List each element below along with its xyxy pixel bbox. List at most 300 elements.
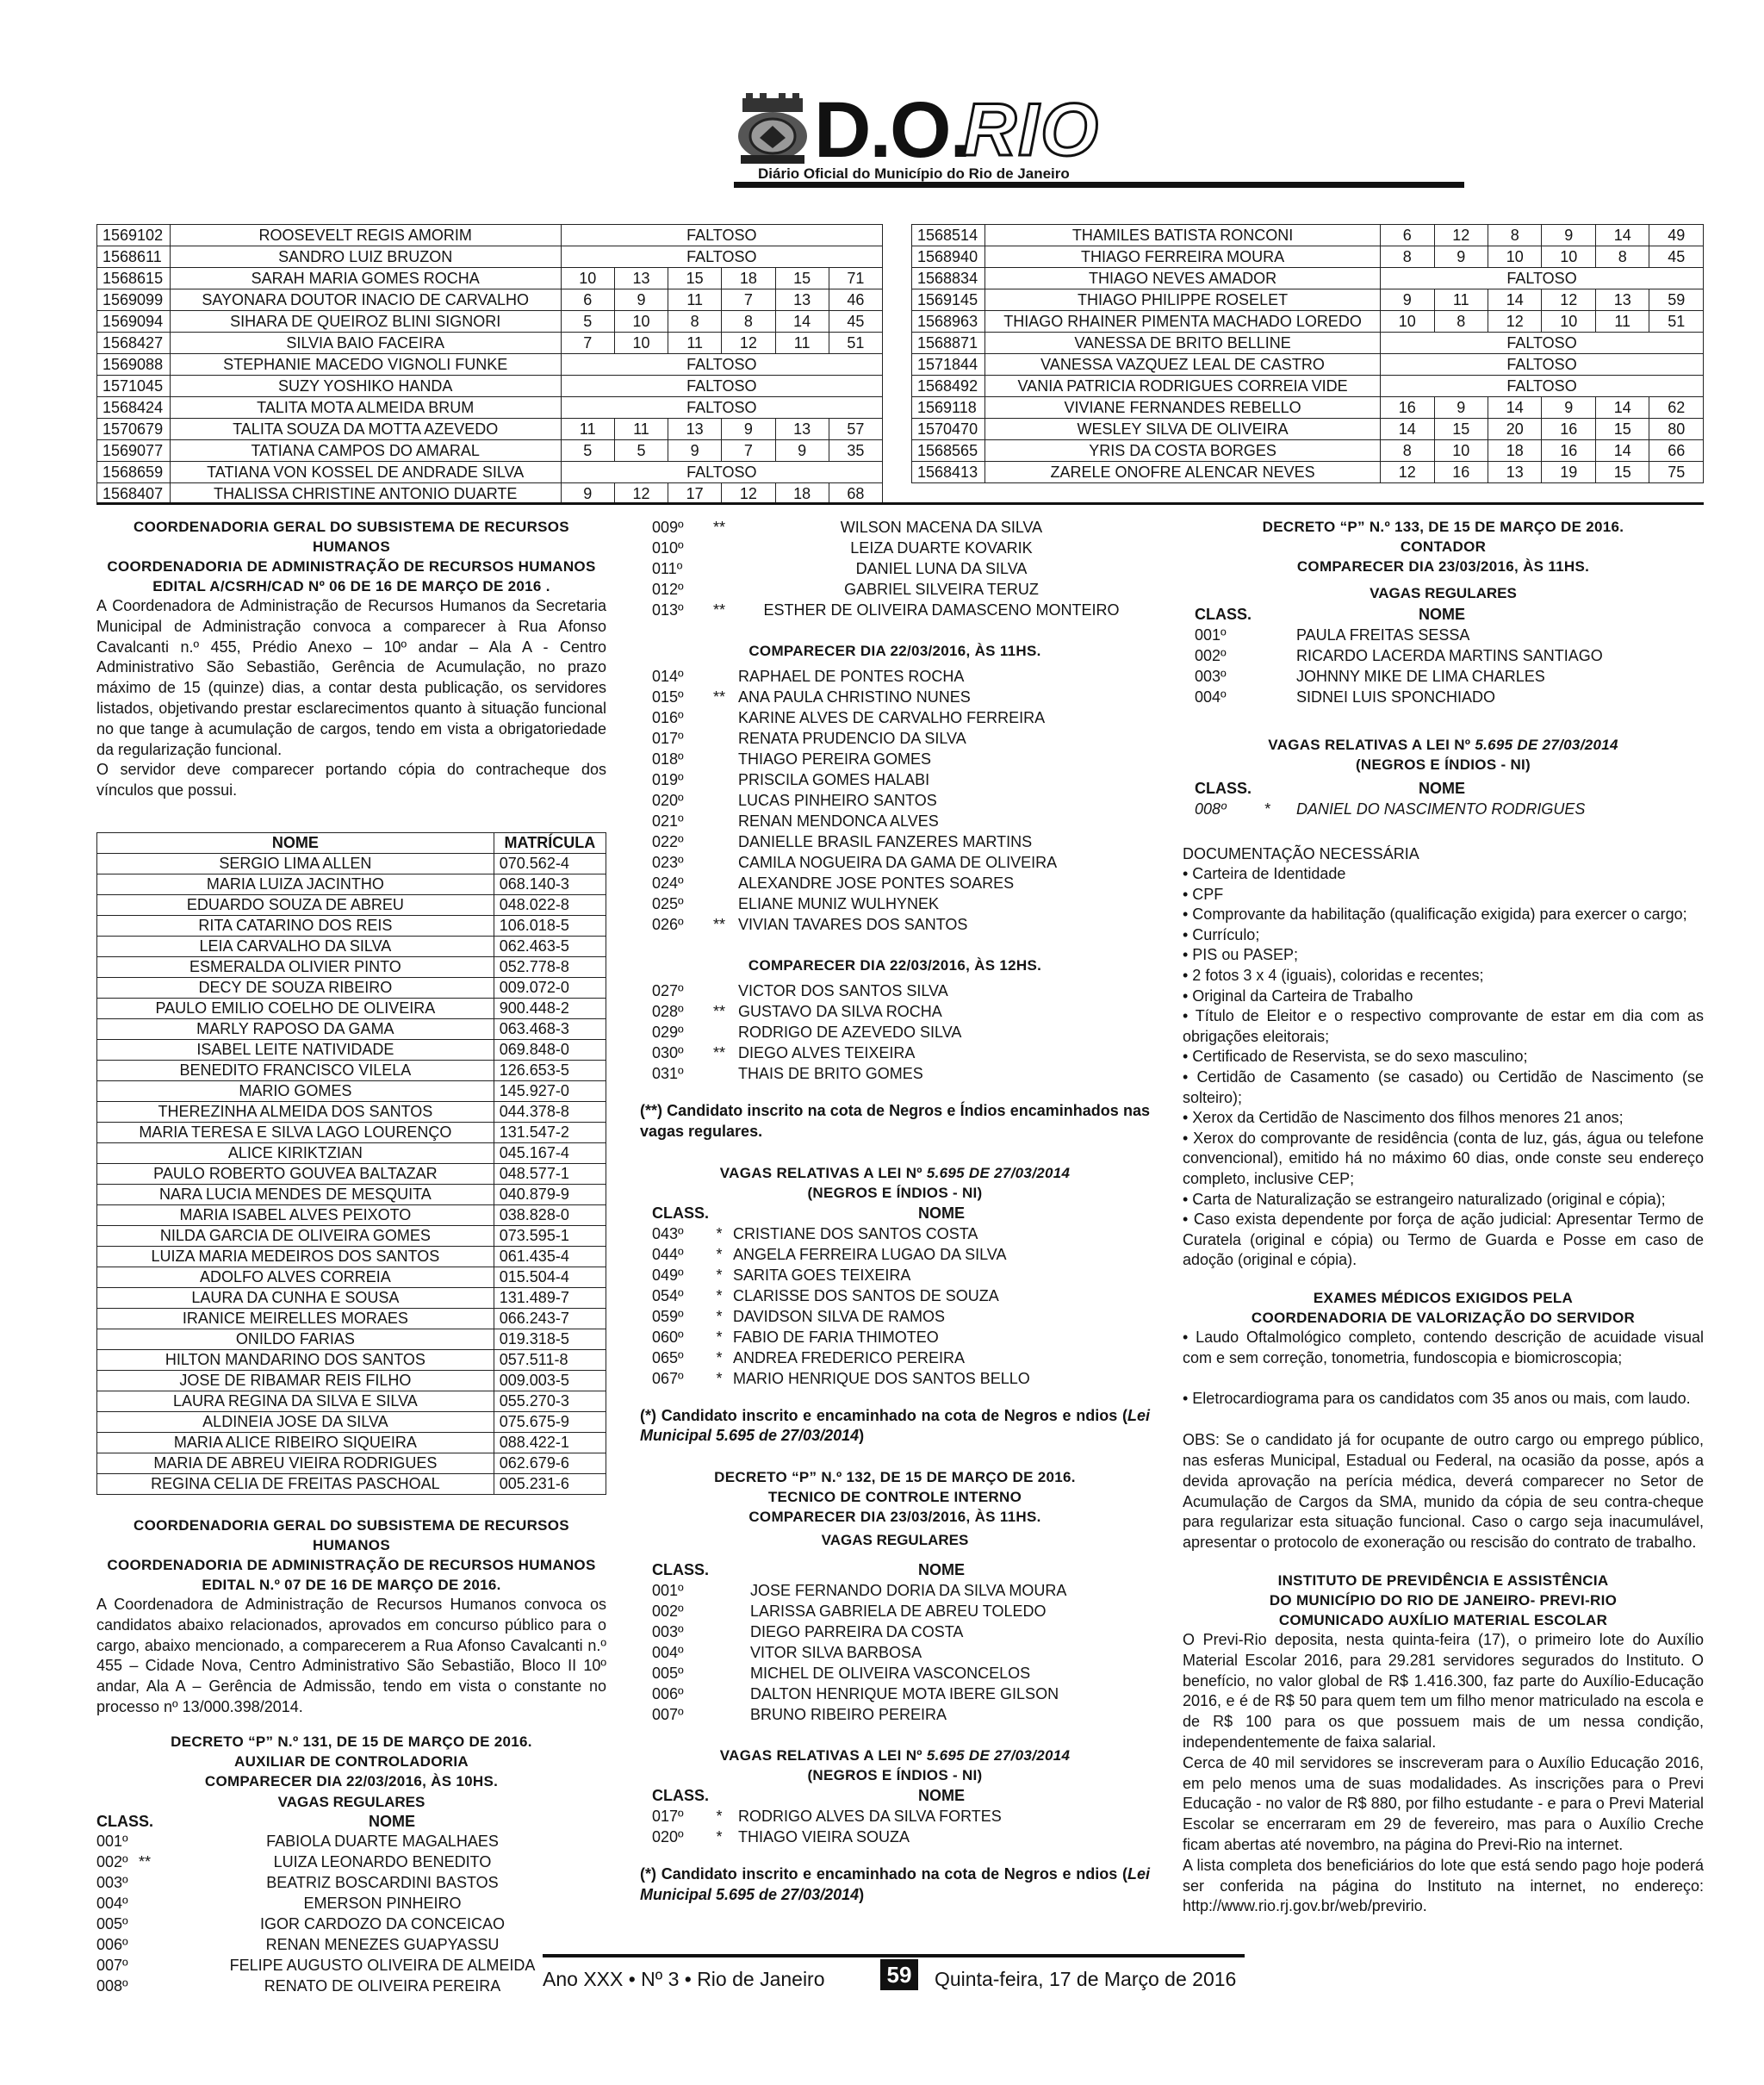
quota-mark: [705, 1684, 733, 1704]
score-cell: 11: [668, 333, 722, 354]
table-row: [97, 915, 606, 936]
candidate-name: THIAGO PEREIRA GOMES: [738, 750, 932, 768]
candidate-list: [640, 980, 1150, 1084]
table-row: [97, 1080, 606, 1101]
candidate-name: RODRIGO ALVES DA SILVA FORTES: [738, 1808, 1002, 1826]
candidate-list: [640, 666, 1150, 935]
quota-mark: *: [716, 1348, 723, 1366]
candidate-name: DANIELLE BRASIL FANZERES MARTINS: [738, 833, 1033, 850]
registration-number: 1571844: [912, 354, 985, 376]
registration-number: 1568514: [912, 225, 985, 246]
score-cell: 13: [1595, 289, 1649, 311]
document-item: • Xerox da Certidão de Nascimento dos filhos menores 21 anos;: [1183, 1109, 1624, 1127]
registration-number: 1569145: [912, 289, 985, 311]
heading: COORDENADORIA GERAL DO SUBSISTEMA DE RECURSOS HUMANOS COORDENADORIA DE ADMINISTRAÇÃO DE RECURSOS HUMANOS EDITAL N.º 07 DE 16 DE MARÇO DE 2016.: [107, 1516, 596, 1593]
score-cell: 18: [1488, 440, 1542, 462]
employee-name: HILTON MANDARINO DOS SANTOS: [97, 1349, 494, 1370]
class-position: 006º: [652, 1685, 684, 1703]
class-position: 004º: [1195, 688, 1227, 706]
employee-registration: 057.511-8: [494, 1349, 606, 1370]
class-position: 003º: [96, 1873, 128, 1891]
class-position: 020º: [652, 1828, 684, 1846]
score-cell: 11: [775, 333, 829, 354]
employee-name: MARIA ALICE RIBEIRO SIQUEIRA: [97, 1432, 494, 1453]
employee-registration: 073.595-1: [494, 1225, 606, 1246]
employee-registration: 009.003-5: [494, 1370, 606, 1391]
table-row: [97, 998, 606, 1018]
score-cell: 17: [668, 483, 722, 505]
employee-registration: 131.547-2: [494, 1122, 606, 1142]
score-cell: 10: [1381, 311, 1434, 333]
table-row: [97, 1391, 606, 1411]
quota-mark: [131, 1934, 158, 1955]
list-item: [640, 517, 1150, 538]
heading: COMPARECER DIA 22/03/2016, ÀS 12HS.: [748, 957, 1042, 974]
employee-registration: 052.778-8: [494, 956, 606, 977]
score-cell: 16: [1542, 419, 1595, 440]
candidate-name: ANGELA FERREIRA LUGAO DA SILVA: [733, 1245, 1007, 1263]
quota-mark: **: [712, 601, 725, 619]
class-position: 007º: [96, 1956, 128, 1974]
employee-name: LUIZA MARIA MEDEIROS DOS SANTOS: [97, 1246, 494, 1267]
candidate-name: ELIANE MUNIZ WULHYNEK: [738, 895, 940, 912]
score-cell: 14: [1595, 225, 1649, 246]
score-cell: 14: [1381, 419, 1434, 440]
score-cell: 13: [775, 289, 829, 311]
paragraph: A Coordenadora de Administração de Recursos Humanos da Secretaria Municipal de Administração convoca a comparecer à Rua Afonso Cavalcanti n.º 455, Prédio Anexo – 10º andar – Ala A - Centro Administrativo São Sebastião, Gerência de Acumulação, no prazo máximo de 15 (quinze) dias, a contar desta publicação, os servidores listados, objetivando prestar esclarecimentos quanto à situação funcional no que tange à acumulação de cargos, tendo em vista a obrigatoriedade da regularização funcional.: [96, 597, 606, 758]
candidate-name: ANDREA FREDERICO PEREIRA: [733, 1348, 966, 1366]
list-item: [640, 1347, 1150, 1368]
score-cell: 80: [1649, 419, 1704, 440]
candidate-name: LUCAS PINHEIRO SANTOS: [738, 792, 937, 809]
table-row: [97, 1122, 606, 1142]
score-cell: 9: [561, 483, 614, 505]
candidate-name: VANESSA DE BRITO BELLINE: [985, 333, 1381, 354]
score-cell: 12: [722, 483, 775, 505]
table-row: [97, 1432, 606, 1453]
class-position: 017º: [652, 1808, 684, 1826]
employee-registration: 088.422-1: [494, 1432, 606, 1453]
list-item: [640, 558, 1150, 579]
document-item: • Certidão de Casamento (se casado) ou Certidão de Nascimento (se solteiro);: [1183, 1067, 1704, 1106]
employee-registration: 038.828-0: [494, 1204, 606, 1225]
candidate-name: TATIANA VON KOSSEL DE ANDRADE SILVA: [170, 462, 561, 483]
candidate-name: BEATRIZ BOSCARDINI BASTOS: [266, 1873, 499, 1891]
score-cell: 9: [722, 419, 775, 440]
documents-title: DOCUMENTAÇÃO NECESSÁRIA: [1183, 845, 1419, 862]
quota-mark: [705, 1580, 733, 1601]
score-cell: 35: [829, 440, 882, 462]
masthead-brand: D.O.: [814, 86, 971, 174]
list-item: [640, 1601, 1150, 1621]
candidate-name: VIVIAN TAVARES DOS SANTOS: [738, 916, 968, 933]
score-cell: 7: [722, 440, 775, 462]
candidate-name: LEIZA DUARTE KOVARIK: [850, 539, 1033, 557]
list-item: [640, 1285, 1150, 1306]
footnote: (*) Candidato inscrito e encaminhado na cota de Negros e ndios (Lei Municipal 5.695 de 27/03/2014): [640, 1865, 1150, 1903]
class-position: 002º: [652, 1603, 684, 1621]
document-item: • Título de Eleitor e o respectivo comprovante de estar em dia com as obrigações eleitorais;: [1183, 1007, 1704, 1045]
registration-number: 1568871: [912, 333, 985, 354]
result-row: [912, 376, 1704, 397]
candidate-name: LUIZA LEONARDO BENEDITO: [273, 1852, 492, 1870]
list-item: [640, 666, 1150, 687]
quota-mark: [705, 1663, 733, 1684]
employee-registration: 900.448-2: [494, 998, 606, 1018]
list-item: [640, 914, 1150, 935]
quota-mark: [705, 666, 733, 687]
candidate-name: ALEXANDRE JOSE PONTES SOARES: [738, 874, 1015, 892]
absent-status: FALTOSO: [1381, 376, 1704, 397]
quota-mark: [705, 1601, 733, 1621]
class-position: 001º: [96, 1832, 128, 1850]
quota-mark: [131, 1893, 158, 1914]
footer-edition: Ano XXX • Nº 3 • Rio de Janeiro: [543, 1968, 825, 1990]
registration-number: 1569088: [97, 354, 171, 376]
employee-name: DECY DE SOUZA RIBEIRO: [97, 977, 494, 998]
result-row: [97, 483, 883, 505]
list-item: [1183, 645, 1704, 666]
employee-name: JOSE DE RIBAMAR REIS FILHO: [97, 1370, 494, 1391]
masthead-subtitle: Diário Oficial do Município do Rio de Janeiro: [758, 165, 1070, 182]
candidate-name: RENAN MENEZES GUAPYASSU: [265, 1935, 500, 1953]
candidate-name: RAPHAEL DE PONTES ROCHA: [738, 668, 965, 685]
employee-name: MARIA DE ABREU VIEIRA RODRIGUES: [97, 1453, 494, 1473]
registration-number: 1569102: [97, 225, 171, 246]
registration-number: 1568424: [97, 397, 171, 419]
candidate-name: ZARELE ONOFRE ALENCAR NEVES: [985, 462, 1381, 483]
employee-registration: 145.927-0: [494, 1080, 606, 1101]
candidate-name: CAMILA NOGUEIRA DA GAMA DE OLIVEIRA: [738, 854, 1058, 871]
heading: COMPARECER DIA 22/03/2016, ÀS 11HS.: [748, 643, 1041, 659]
employee-name: ISABEL LEITE NATIVIDADE: [97, 1039, 494, 1060]
employee-name: MARIA LUIZA JACINTHO: [97, 874, 494, 894]
absent-status: FALTOSO: [561, 376, 882, 397]
score-cell: 9: [1434, 246, 1488, 268]
score-cell: 7: [561, 333, 614, 354]
heading: EXAMES MÉDICOS EXIGIDOS PELA COORDENADORIA DE VALORIZAÇÃO DO SERVIDOR: [1251, 1289, 1636, 1326]
score-cell: 18: [775, 483, 829, 505]
quota-mark: [705, 852, 733, 873]
score-cell: 57: [829, 419, 882, 440]
quota-mark: [705, 873, 733, 893]
quota-mark: [705, 811, 733, 831]
employee-registration: 048.022-8: [494, 894, 606, 915]
quota-mark: [705, 707, 733, 728]
employee-name: THEREZINHA ALMEIDA DOS SANTOS: [97, 1101, 494, 1122]
score-cell: 5: [561, 440, 614, 462]
score-cell: 10: [614, 333, 668, 354]
employee-registration: 009.072-0: [494, 977, 606, 998]
list-item: [640, 687, 1150, 707]
list-item: [640, 893, 1150, 914]
score-cell: 20: [1488, 419, 1542, 440]
class-position: 003º: [652, 1623, 684, 1641]
candidate-name: DIEGO PARREIRA DA COSTA: [750, 1623, 964, 1641]
candidate-name: THAMILES BATISTA RONCONI: [985, 225, 1381, 246]
score-cell: 19: [1542, 462, 1595, 483]
absent-status: FALTOSO: [561, 246, 882, 268]
score-cell: 14: [1595, 397, 1649, 419]
list-item: [640, 873, 1150, 893]
candidate-name: PRISCILA GOMES HALABI: [738, 771, 930, 788]
score-cell: 9: [1381, 289, 1434, 311]
heading: VAGAS RELATIVAS A LEI Nº 5.695 DE 27/03/2014 (NEGROS E ÍNDIOS - NI): [719, 1164, 1071, 1201]
candidate-name: SARITA GOES TEIXEIRA: [733, 1266, 911, 1284]
quota-mark: *: [716, 1307, 723, 1325]
class-position: 060º: [652, 1328, 684, 1346]
heading: INSTITUTO DE PREVIDÊNCIA E ASSISTÊNCIA DO MUNICÍPIO DO RIO DE JANEIRO- PREVI-RIO COMUNICADO AUXÍLIO MATERIAL ESCOLAR: [1269, 1572, 1618, 1629]
class-position: 059º: [652, 1307, 684, 1325]
candidate-name: THIAGO NEVES AMADOR: [985, 268, 1381, 289]
candidate-name: WESLEY SILVA DE OLIVEIRA: [985, 419, 1381, 440]
candidate-name: RICARDO LACERDA MARTINS SANTIAGO: [1296, 647, 1603, 664]
score-cell: 12: [1381, 462, 1434, 483]
document-item: • Xerox do comprovante de residência (conta de luz, gás, água ou telefone convencional), emitido há no máximo 60 dias, onde conste seu endereço completo, inclusive CEP;: [1183, 1129, 1704, 1187]
paragraph: OBS: Se o candidato já for ocupante de outro cargo ou emprego público, nas esferas Municipal, Estadual ou Federal, na ocasião da posse, após a devida aprovação na perícia médica, deverá comparecer no Setor de Acumulação de Cargos da SMA, munido da cópia de seu contra-cheque para regularizar esta situação funcional. Caso o cargo seja inacumulável, apresentar o protocolo de exoneração ou rescisão do contrato de trabalho.: [1183, 1431, 1704, 1552]
footnote: (**) Candidato inscrito na cota de Negros e Índios encaminhados nas vagas regulares.: [640, 1102, 1150, 1140]
class-position: 008º: [1195, 800, 1227, 818]
score-cell: 16: [1381, 397, 1434, 419]
list-item: [640, 1704, 1150, 1725]
candidate-name: VICTOR DOS SANTOS SILVA: [738, 982, 948, 999]
candidate-name: MARIO HENRIQUE DOS SANTOS BELLO: [733, 1369, 1030, 1387]
class-position: 054º: [652, 1286, 684, 1304]
quota-mark: [705, 893, 733, 914]
employee-registration: 106.018-5: [494, 915, 606, 936]
list-item: [640, 790, 1150, 811]
employee-name: SERGIO LIMA ALLEN: [97, 853, 494, 874]
candidate-name: THIAGO RHAINER PIMENTA MACHADO LOREDO: [985, 311, 1381, 333]
class-position: 002º: [1195, 647, 1227, 664]
registration-number: 1570470: [912, 419, 985, 440]
score-cell: 16: [1434, 462, 1488, 483]
class-position: 019º: [652, 771, 684, 788]
result-row: [912, 419, 1704, 440]
absent-status: FALTOSO: [561, 462, 882, 483]
table-row: [97, 1018, 606, 1039]
score-cell: 8: [668, 311, 722, 333]
quota-mark: [131, 1914, 158, 1934]
list-item: [640, 1327, 1150, 1347]
document-item: • PIS ou PASEP;: [1183, 946, 1299, 964]
masthead: [0, 0, 1764, 190]
quota-mark: [131, 1872, 158, 1893]
candidate-name: VANESSA VAZQUEZ LEAL DE CASTRO: [985, 354, 1381, 376]
quota-mark: *: [716, 1328, 723, 1346]
registration-number: 1570679: [97, 419, 171, 440]
class-position: 010º: [652, 539, 684, 557]
class-position: 008º: [96, 1976, 128, 1995]
list-item: [96, 1852, 606, 1872]
list-item: [640, 1244, 1150, 1265]
list-item: [640, 1806, 1150, 1827]
candidate-name: RENATO DE OLIVEIRA PEREIRA: [264, 1976, 501, 1995]
score-cell: 12: [1488, 311, 1542, 333]
heading: DECRETO “P” N.º 132, DE 15 DE MARÇO DE 2016. TECNICO DE CONTROLE INTERNO COMPARECER DIA 23/03/2016, ÀS 11HS.: [714, 1469, 1076, 1526]
page-number: 59: [880, 1959, 918, 1990]
quota-mark: [1253, 666, 1281, 687]
list-item: [640, 600, 1150, 620]
paragraph: O Previ-Rio deposita, nesta quinta-feira (17), o primeiro lote do Auxílio Material Escolar 2016, para 29.281 servidores segurados do Instituto. O benefício, no valor global de R$ 1.416.300, faz parte do Auxílio-Educação 2016, e é de R$ 50 para quem tem um filho menor matriculado na escola e de R$ 100 para os que possuem mais de um nessa condição, independentemente de faixa salarial.: [1183, 1631, 1704, 1752]
result-row: [97, 419, 883, 440]
absent-status: FALTOSO: [1381, 354, 1704, 376]
registration-number: 1568659: [97, 462, 171, 483]
results-table-left: [96, 224, 883, 505]
table-row: [97, 853, 606, 874]
score-cell: 5: [561, 311, 614, 333]
quota-mark: [705, 558, 733, 579]
quota-mark: [705, 1642, 733, 1663]
candidate-name: PAULA FREITAS SESSA: [1296, 626, 1470, 644]
heading: DECRETO “P” N.º 131, DE 15 DE MARÇO DE 2016. AUXILIAR DE CONTROLADORIA COMPARECER DIA 22/03/2016, ÀS 10HS.: [171, 1733, 532, 1789]
result-row: [97, 462, 883, 483]
score-cell: 9: [1542, 397, 1595, 419]
footer-date: Quinta-feira, 17 de Março de 2016: [935, 1968, 1237, 1990]
candidate-name: BRUNO RIBEIRO PEREIRA: [750, 1706, 947, 1724]
list-item: [640, 1001, 1150, 1022]
class-position: 004º: [96, 1894, 128, 1912]
candidate-name: SARAH MARIA GOMES ROCHA: [170, 268, 561, 289]
class-position: 001º: [652, 1582, 684, 1600]
class-position: 022º: [652, 833, 684, 850]
masthead-rio: RIO: [963, 89, 1100, 171]
score-cell: 8: [1488, 225, 1542, 246]
candidate-name: GUSTAVO DA SILVA ROCHA: [738, 1003, 942, 1020]
class-position: 014º: [652, 668, 684, 685]
list-item: [640, 1621, 1150, 1642]
list-item: [640, 1368, 1150, 1389]
document-item: • Certificado de Reservista, se do sexo masculino;: [1183, 1048, 1528, 1066]
score-cell: 15: [1595, 462, 1649, 483]
candidate-list: CLASS. NOME 017º * RODRIGO ALVES DA SILVA FORTES 020º * THIAGO VIEIRA SOUZA: [640, 1785, 1150, 1847]
quota-mark: *: [716, 1286, 723, 1304]
absent-status: FALTOSO: [561, 397, 882, 419]
score-cell: 62: [1649, 397, 1704, 419]
employee-registration: 062.463-5: [494, 936, 606, 956]
class-position: 011º: [652, 560, 683, 577]
list-item: [640, 852, 1150, 873]
employee-name: LEIA CARVALHO DA SILVA: [97, 936, 494, 956]
employee-name: LAURA REGINA DA SILVA E SILVA: [97, 1391, 494, 1411]
result-row: [97, 268, 883, 289]
employee-name: ONILDO FARIAS: [97, 1329, 494, 1349]
candidate-name: THALISSA CHRISTINE ANTONIO DUARTE: [170, 483, 561, 505]
score-cell: 12: [614, 483, 668, 505]
candidate-name: THIAGO PHILIPPE ROSELET: [985, 289, 1381, 311]
employee-registration: 068.140-3: [494, 874, 606, 894]
result-row: [912, 440, 1704, 462]
score-cell: 10: [1542, 246, 1595, 268]
candidate-name: KARINE ALVES DE CARVALHO FERREIRA: [738, 709, 1046, 726]
city-coat-of-arms-icon: [734, 93, 811, 165]
registration-number: 1569099: [97, 289, 171, 311]
table-row: [97, 1246, 606, 1267]
score-cell: 15: [1434, 419, 1488, 440]
class-position: 044º: [652, 1245, 684, 1263]
employee-registration: 131.489-7: [494, 1287, 606, 1308]
list-item: [640, 1306, 1150, 1327]
score-cell: 12: [1542, 289, 1595, 311]
employee-registration: 045.167-4: [494, 1142, 606, 1163]
candidate-name: DANIEL LUNA DA SILVA: [855, 560, 1028, 577]
quota-mark: *: [716, 1369, 723, 1387]
score-cell: 75: [1649, 462, 1704, 483]
employee-registration: 070.562-4: [494, 853, 606, 874]
list-item: [1183, 625, 1704, 645]
employee-name: ADOLFO ALVES CORREIA: [97, 1267, 494, 1287]
employee-registration: 048.577-1: [494, 1163, 606, 1184]
paragraph: • Eletrocardiograma para os candidatos com 35 anos ou mais, com laudo.: [1183, 1390, 1691, 1408]
table-row: [97, 894, 606, 915]
score-cell: 13: [775, 419, 829, 440]
candidate-name: JOSE FERNANDO DORIA DA SILVA MOURA: [750, 1582, 1067, 1600]
employee-name: MARIO GOMES: [97, 1080, 494, 1101]
quota-mark: **: [712, 1003, 725, 1020]
candidate-name: DAVIDSON SILVA DE RAMOS: [733, 1307, 946, 1325]
score-cell: 10: [614, 311, 668, 333]
candidate-name: STEPHANIE MACEDO VIGNOLI FUNKE: [170, 354, 561, 376]
quota-mark: [131, 1976, 158, 1996]
registration-number: 1568427: [97, 333, 171, 354]
absent-status: FALTOSO: [1381, 333, 1704, 354]
list-item: [96, 1914, 606, 1934]
class-position: 009º: [652, 519, 684, 536]
list-item: [640, 579, 1150, 600]
section-divider: [96, 502, 1704, 505]
score-cell: 5: [614, 440, 668, 462]
candidate-name: TALITA SOUZA DA MOTTA AZEVEDO: [170, 419, 561, 440]
candidate-name: RENATA PRUDENCIO DA SILVA: [738, 730, 966, 747]
employee-registration: 044.378-8: [494, 1101, 606, 1122]
class-position: 023º: [652, 854, 684, 871]
employee-name: RITA CATARINO DOS REIS: [97, 915, 494, 936]
score-cell: 14: [1488, 289, 1542, 311]
score-cell: 14: [775, 311, 829, 333]
candidate-name: RENAN MENDONCA ALVES: [738, 812, 939, 830]
names-table: NOME MATRÍCULA SERGIO LIMA ALLEN 070.562-4 MARIA LUIZA JACINTHO 068.140-3 EDUARDO SOUZA DE ABREU 048.022-8 RITA CATARINO DOS REIS 106.018-5 LEIA CARVALHO DA SILVA 062.463-5 ESMERALDA OLIVIER PINTO 052.778-8 DECY DE SOUZA RIBEIRO 009.072-0 PAULO EMILIO COELHO DE OLIVEIRA 900.448-2 MARLY RAPOSO DA GAMA 063.468-3 ISABEL LEITE NATIVIDADE 069.848-0 BENEDITO FRANCISCO VILELA 126.653-5 MARIO GOMES 145.927-0 THEREZINHA ALMEIDA DOS SANTOS 044.378-8 MARIA TERESA E SILVA LAGO LOURENÇO 131.547-2 ALICE KIRIKTZIAN 045.167-4 PAULO ROBERTO GOUVEA BALTAZAR 048.577-1 NARA LUCIA MENDES DE MESQUITA 040.879-9 MARIA ISABEL ALVES PEIXOTO 038.828-0 NILDA GARCIA DE OLIVEIRA GOMES 073.595-1 LUIZA MARIA MEDEIROS DOS SANTOS 061.435-4 ADOLFO ALVES CORREIA 015.504-4 LAURA DA CUNHA E SOUSA 131.489-7 IRANICE MEIRELLES MORAES 066.243-7 ONILDO FARIAS 019.318-5 HILTON MANDARINO DOS SANTOS 057.511-8 JOSE DE RIBAMAR REIS FILHO 009.003-5 LAURA REGINA DA SILVA E SILVA 055.270-3 ALDINEIA JOSE DA SILVA 075.675-9 MARIA ALICE RIBEIRO SIQUEIRA 088.422-1 MARIA DE ABREU VIEIRA RODRIGUES 062.679-6 REGINA CELIA DE FREITAS PASCHOAL 005.231-6: [96, 832, 606, 1495]
paragraph: • Laudo Oftalmológico completo, contendo descrição de acuidade visual com e sem correção, tonometria, fundoscopia e biomicroscopia;: [1183, 1328, 1704, 1366]
candidate-name: FABIO DE FARIA THIMOTEO: [733, 1328, 939, 1346]
list-item: [640, 769, 1150, 790]
candidate-name: DALTON HENRIQUE MOTA IBERE GILSON: [750, 1685, 1059, 1703]
score-cell: 46: [829, 289, 882, 311]
candidate-name: VITOR SILVA BARBOSA: [750, 1644, 922, 1662]
registration-number: 1569118: [912, 397, 985, 419]
table-row: [97, 1101, 606, 1122]
employee-name: IRANICE MEIRELLES MORAES: [97, 1308, 494, 1329]
candidate-name: WILSON MACENA DA SILVA: [840, 519, 1043, 536]
score-cell: 51: [829, 333, 882, 354]
list-item: [96, 1955, 606, 1976]
employee-registration: 075.675-9: [494, 1411, 606, 1432]
score-cell: 59: [1649, 289, 1704, 311]
class-position: 025º: [652, 895, 684, 912]
employee-name: MARLY RAPOSO DA GAMA: [97, 1018, 494, 1039]
candidate-name: ANA PAULA CHRISTINO NUNES: [738, 688, 971, 706]
quota-mark: [1253, 625, 1281, 645]
table-row: [97, 1267, 606, 1287]
quota-mark: **: [712, 688, 725, 706]
employee-name: ALDINEIA JOSE DA SILVA: [97, 1411, 494, 1432]
result-row: [97, 246, 883, 268]
table-row: [97, 874, 606, 894]
class-position: 024º: [652, 874, 684, 892]
score-cell: 45: [1649, 246, 1704, 268]
class-position: 021º: [652, 812, 684, 830]
candidate-list: CLASS. NOME 001º FABIOLA DUARTE MAGALHAES 002º ** LUIZA LEONARDO BENEDITO 003º BEATRIZ BOSCARDINI BASTOS 004º EMERSON PINHEIRO 005º IGOR CARDOZO DA CONCEICAO 006º RENAN MENEZES GUAPYASSU 007º FELIPE AUGUSTO OLIVEIRA DE ALMEIDA 008º RENATO DE OLIVEIRA PEREIRA: [96, 1812, 606, 1996]
result-row: [912, 246, 1704, 268]
